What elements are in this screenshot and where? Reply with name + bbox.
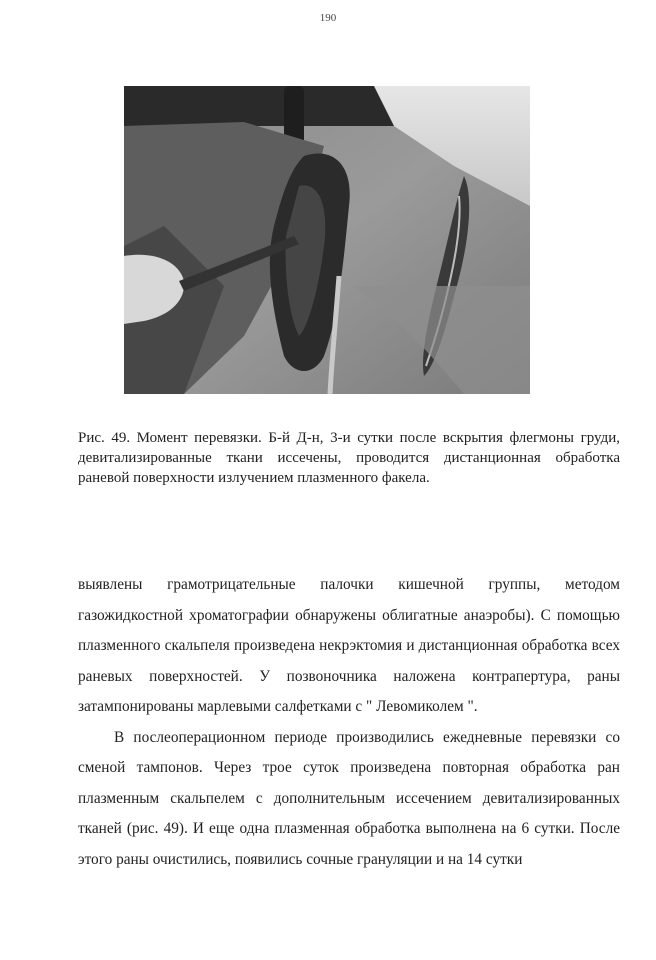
paragraph: выявлены грамотрицательные палочки кишечной группы, методом газожидкостной хроматографии обнаружены облигатные анаэробы). С помощью плазменного скальпеля произведена некрэктомия и дистанционная обработка всех раневых поверхностей. У позвоночника наложена контрапертура, раны затампонированы марлевыми салфетками с " Левомиколем ".: [78, 576, 620, 715]
page-number: 190: [319, 12, 337, 24]
body-text: [78, 570, 620, 875]
paragraph: В послеоперационном периоде производились ежедневные перевязки со сменой тампонов. Через трое суток произведена повторная обработка ран плазменным скальпелем с дополнительным иссечением девитализированных тканей (рис. 49). И еще одна плазменная обработка выполнена на 6 сутки. После этого раны очистились, появились сочные грануляции и на 14 сутки: [78, 728, 620, 868]
figure-caption: Рис. 49. Момент перевязки. Б-й Д-н, 3-и сутки после вскрытия флегмоны груди, девитализированные ткани иссечены, проводится дистанционная обработка раневой поверхности излучением плазменного факела.: [78, 430, 620, 486]
wound-photo: [124, 86, 530, 394]
